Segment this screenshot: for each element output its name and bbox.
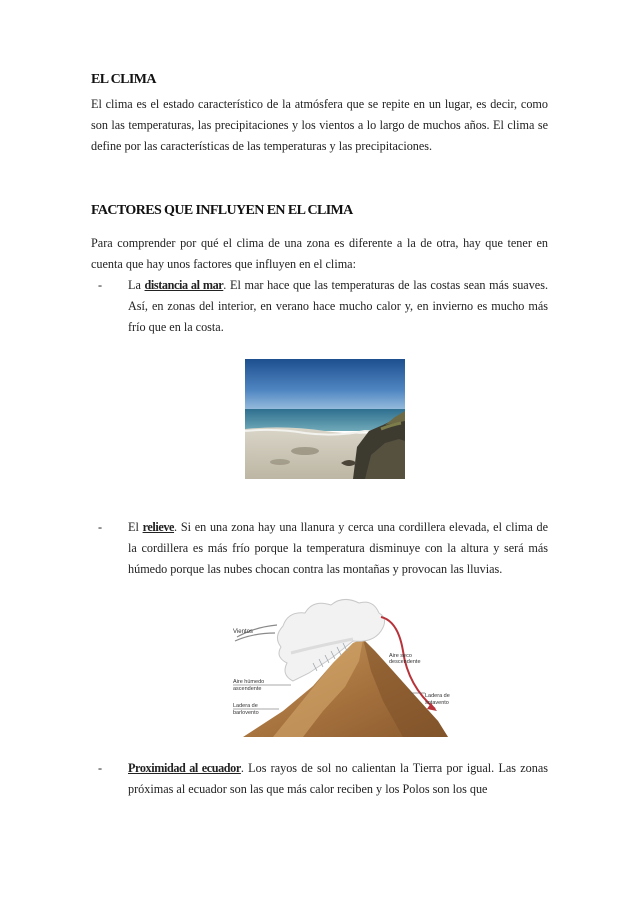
term-distancia-al-mar: distancia al mar <box>144 278 224 292</box>
term-relieve: relieve <box>142 520 175 534</box>
list-item-text: Proximidad al ecuador. Los rayos de sol no calientan la Tierra por igual. Las zonas próximas al ecuador son las que más calor reciben y los Polos son los que <box>128 761 549 796</box>
list-item-text: El relieve. Si en una zona hay una llanura y cerca una cordillera elevada, el clima de la cordillera es más frío porque la temperatura disminuye con la altura y será más húmedo porque las nubes chocan contra las montañas y provocan las lluvias. <box>128 520 548 576</box>
label-aire-humedo-1: Aire húmedo <box>233 679 265 685</box>
label-aire-humedo-2: ascendente <box>233 686 262 692</box>
label-sotavento-1: Ladera de <box>425 693 450 699</box>
label-vientos: Vientos <box>233 629 253 635</box>
label-sotavento-2: sotavento <box>425 700 449 706</box>
beach-photo <box>245 359 405 479</box>
label-aire-seco-2: descendente <box>389 659 421 665</box>
relief-diagram <box>213 591 453 737</box>
list-dash: - <box>98 761 103 775</box>
label-barlovento-2: barlovento <box>233 710 259 716</box>
list-dash: - <box>98 520 103 534</box>
list-item-text: La distancia al mar. El mar hace que las temperaturas de las costas sean más suaves. Así, en zonas del interior, en verano hace mucho calor y, en invierno es mucho más frío que en la costa. <box>128 278 549 334</box>
term-proximidad-al-ecuador: Proximidad al ecuador <box>128 761 241 775</box>
heading-el-clima: EL CLIMA <box>91 72 156 87</box>
intro-paragraph: El clima es el estado característico de la atmósfera que se repite en un lugar, es decir, como son las temperaturas, las precipitaciones y los vientos a lo largo de muchos años. El clima se define por las características de las temperaturas y las precipitaciones. <box>91 97 548 153</box>
label-barlovento-1: Ladera de <box>233 703 258 709</box>
list-dash: - <box>98 278 103 292</box>
label-aire-seco-1: Aire seco <box>389 653 412 659</box>
factors-intro-paragraph: Para comprender por qué el clima de una zona es diferente a la de otra, hay que tener en cuenta que hay unos factores que influyen en el clima: <box>91 236 548 271</box>
heading-factores: FACTORES QUE INFLUYEN EN EL CLIMA <box>91 203 353 218</box>
